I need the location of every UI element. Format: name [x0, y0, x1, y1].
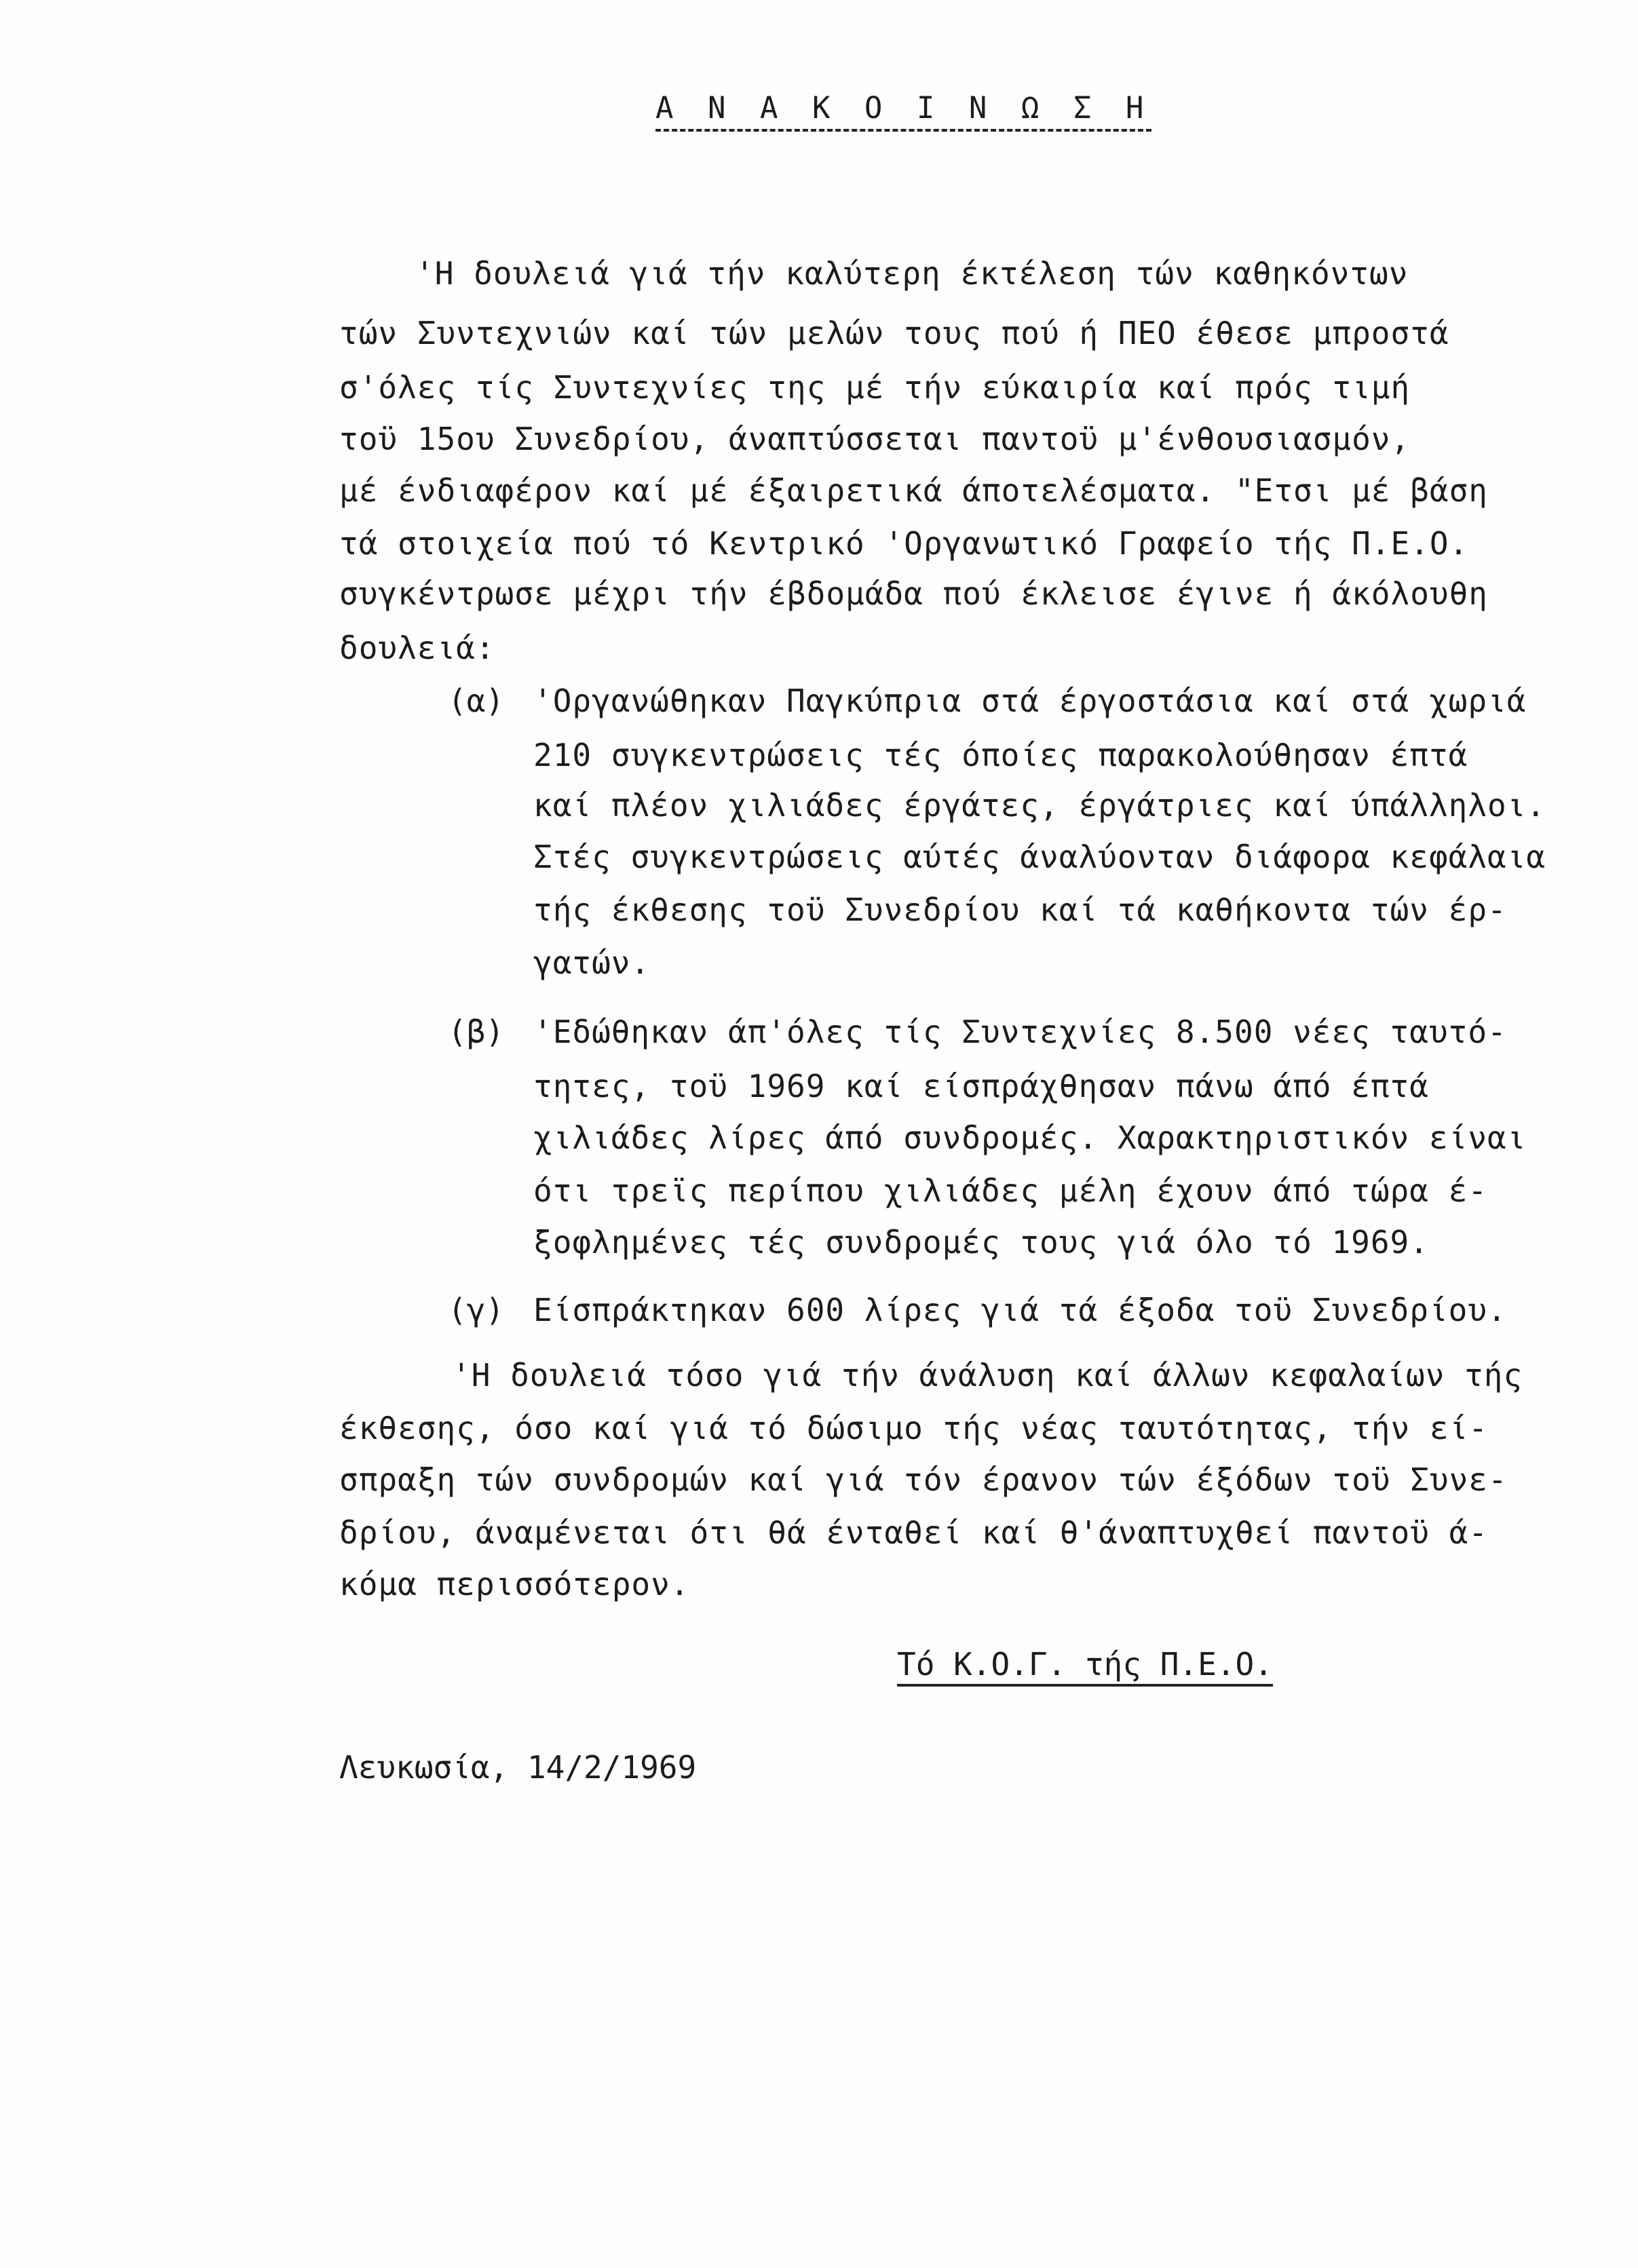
- item-marker: (γ): [448, 1292, 505, 1328]
- document-title: Α Ν Α Κ Ο Ι Ν Ω Σ Η: [655, 94, 1151, 132]
- item-marker: (β): [448, 1014, 505, 1050]
- item-line: καί πλέον χιλιάδες έργάτες, έργάτριες καί ύπάλληλοι.: [533, 787, 1546, 824]
- item-line: ότι τρεϊς περίπου χιλιάδες μέλη έχουν άπό τώρα έ-: [533, 1172, 1488, 1209]
- item-marker: (α): [448, 683, 505, 719]
- signature: Τό Κ.Ο.Γ. τής Π.Ε.Ο.: [897, 1649, 1273, 1687]
- item-line: 'Οργανώθηκαν Παγκύπρια στά έργοστάσια καί στά χωριά: [533, 683, 1527, 719]
- closing-line: κόμα περισσότερον.: [339, 1566, 690, 1602]
- item-line: Στές συγκεντρώσεις αύτές άναλύονταν διάφορα κεφάλαια: [533, 839, 1546, 875]
- closing-line: δρίου, άναμένεται ότι θά ένταθεί καί θ'άναπτυχθεί παντοϋ ά-: [339, 1514, 1488, 1551]
- item-line: χιλιάδες λίρες άπό συνδρομές. Χαρακτηριστικόν είναι: [533, 1119, 1527, 1156]
- intro-line: τών Συντεχνιών καί τών μελών τους πού ή ΠΕΟ έθεσε μπροστά: [339, 315, 1449, 351]
- closing-line: σπραξη τών συνδρομών καί γιά τόν έρανον τών έξόδων τοϋ Συνε-: [339, 1461, 1508, 1498]
- item-line: Είσπράκτηκαν 600 λίρες γιά τά έξοδα τοϋ Συνεδρίου.: [533, 1292, 1507, 1328]
- intro-line: δουλειά:: [339, 630, 495, 666]
- item-line: τής έκθεσης τοϋ Συνεδρίου καί τά καθήκοντα τών έρ-: [533, 891, 1507, 928]
- item-line: 'Εδώθηκαν άπ'όλες τίς Συντεχνίες 8.500 νέες ταυτό-: [533, 1014, 1507, 1050]
- intro-line: σ'όλες τίς Συντεχνίες της μέ τήν εύκαιρία καί πρός τιμή: [339, 369, 1411, 406]
- closing-line: έκθεσης, όσο καί γιά τό δώσιμο τής νέας ταυτότητας, τήν εί-: [339, 1410, 1488, 1446]
- date-line: Λευκωσία, 14/2/1969: [339, 1749, 697, 1786]
- intro-line: τά στοιχεία πού τό Κεντρικό 'Οργανωτικό Γραφείο τής Π.Ε.Ο.: [339, 525, 1469, 562]
- item-line: ξοφλημένες τές συνδρομές τους γιά όλο τό 1969.: [533, 1224, 1429, 1261]
- item-line: γατών.: [533, 944, 651, 981]
- intro-line: τοϋ 15ου Συνεδρίου, άναπτύσσεται παντοϋ μ'ένθουσιασμόν,: [339, 421, 1411, 457]
- intro-line: 'Η δουλειά γιά τήν καλύτερη έκτέλεση τών καθηκόντων: [415, 255, 1409, 292]
- intro-line: μέ ένδιαφέρον καί μέ έξαιρετικά άποτελέσματα. "Ετσι μέ βάση: [339, 472, 1488, 509]
- item-line: τητες, τοϋ 1969 καί είσπράχθησαν πάνω άπό έπτά: [533, 1068, 1429, 1104]
- intro-line: συγκέντρωσε μέχρι τήν έβδομάδα πού έκλεισε έγινε ή άκόλουθη: [339, 575, 1488, 612]
- item-line: 210 συγκεντρώσεις τές όποίες παρακολούθησαν έπτά: [533, 737, 1468, 773]
- closing-line: 'Η δουλειά τόσο γιά τήν άνάλυση καί άλλων κεφαλαίων τής: [452, 1357, 1523, 1394]
